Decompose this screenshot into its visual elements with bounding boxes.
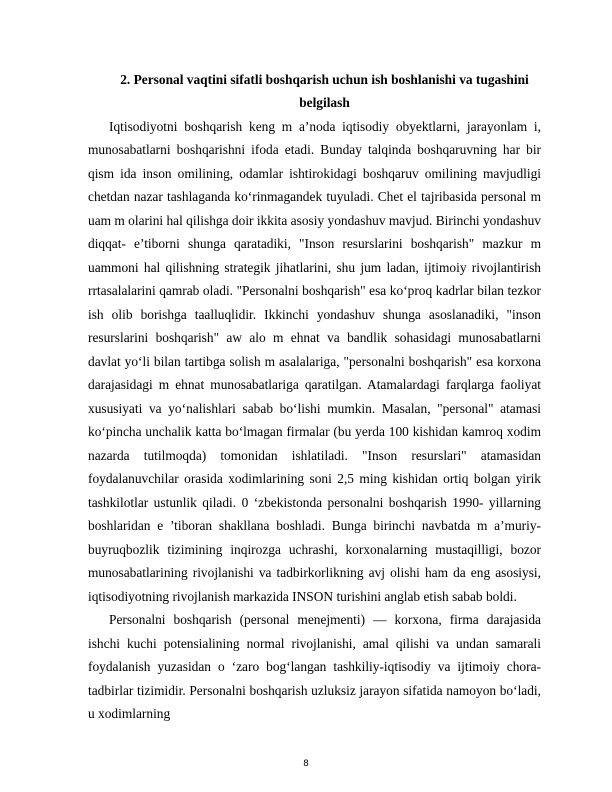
- body-paragraph-2: Personalni boshqarish (personal menejmenti) — korxona, firma darajasida ishchi kuchi potensialining normal rivojlanishi, amal qilishi va undan samarali foydalanish yuzasidan o ‘zaro bog‘langan tashkiliy-iqtisodiy va ijtimoiy chora-tadbirlar tizimidir. Personalni boshqarish uzluksiz jarayon sifatida namoyon bo‘ladi, u xodimlarning: [88, 612, 541, 722]
- section-heading: 2. Personal vaqtini sifatli boshqarish uchun ish boshlanishi va tugashini belgilash: [120, 72, 529, 111]
- body-paragraph-1: Iqtisodiyotni boshqarish keng m a’noda iqtisodiy obyektlarni, jarayonlam i, munosabatlarni boshqarishni ifoda etadi. Bunday talqinda boshqaruvning har bir qism ida inson omilining, odamlar ishtirokidagi boshqaruv omilining mavjudligi chetdan nazar tashlaganda ko‘rinmagandek tuyuladi. Chet el tajribasida personal m uam m olarini hal qilishga doir ikkita asosiy yondashuv mavjud. Birinchi yondashuv diqqat- e’tiborni shunga qaratadiki, "Inson resurslarini boshqarish" mazkur m uammoni hal qilishning strategik jihatlarini, shu jum ladan, ijtimoiy rivojlantirish rrtasalalarini qamrab oladi. "Personalni boshqarish" esa ko‘proq kadrlar bilan tezkor ish olib borishga taalluqlidir. Ikkinchi yondashuv shunga asoslanadiki, "inson resurslarini boshqarish" aw alo m ehnat va bandlik sohasidagi munosabatlarni davlat yo‘li bilan tartibga solish m asalalariga, "personalni boshqarish" esa korxona darajasidagi m ehnat munosabatlariga qaratilgan. Atamalardagi farqlarga faoliyat xususiyati va yo‘nalishlari sabab bo‘lishi mumkin. Masalan, "personal" atamasi ko‘pincha unchalik katta bo‘lmagan firmalar (bu yerda 100 kishidan kamroq xodim nazarda tutilmoqda) tomonidan ishlatiladi. "Inson resurslari" atamasidan foydalanuvchilar orasida xodimlarining soni 2,5 ming kishidan ortiq bolgan yirik tashkilotlar ustunlik qiladi. 0 ‘zbekistonda personalni boshqarish 1990- yillarning boshlaridan e ’tiboran shakllana boshladi. Bunga birinchi navbatda m a’muriy-buyruqbozlik tizimining inqirozga uchrashi, korxonalarning mustaqilligi, bozor munosabatlarining rivojlanishi va tadbirkorlikning avj olishi ham da eng asosiysi, iqtisodiyotning rivojlanish markazida INSON turishini anglab etish sabab boldi.: [88, 118, 541, 604]
- document-page: [88, 68, 541, 726]
- page-number: 8: [303, 759, 309, 769]
